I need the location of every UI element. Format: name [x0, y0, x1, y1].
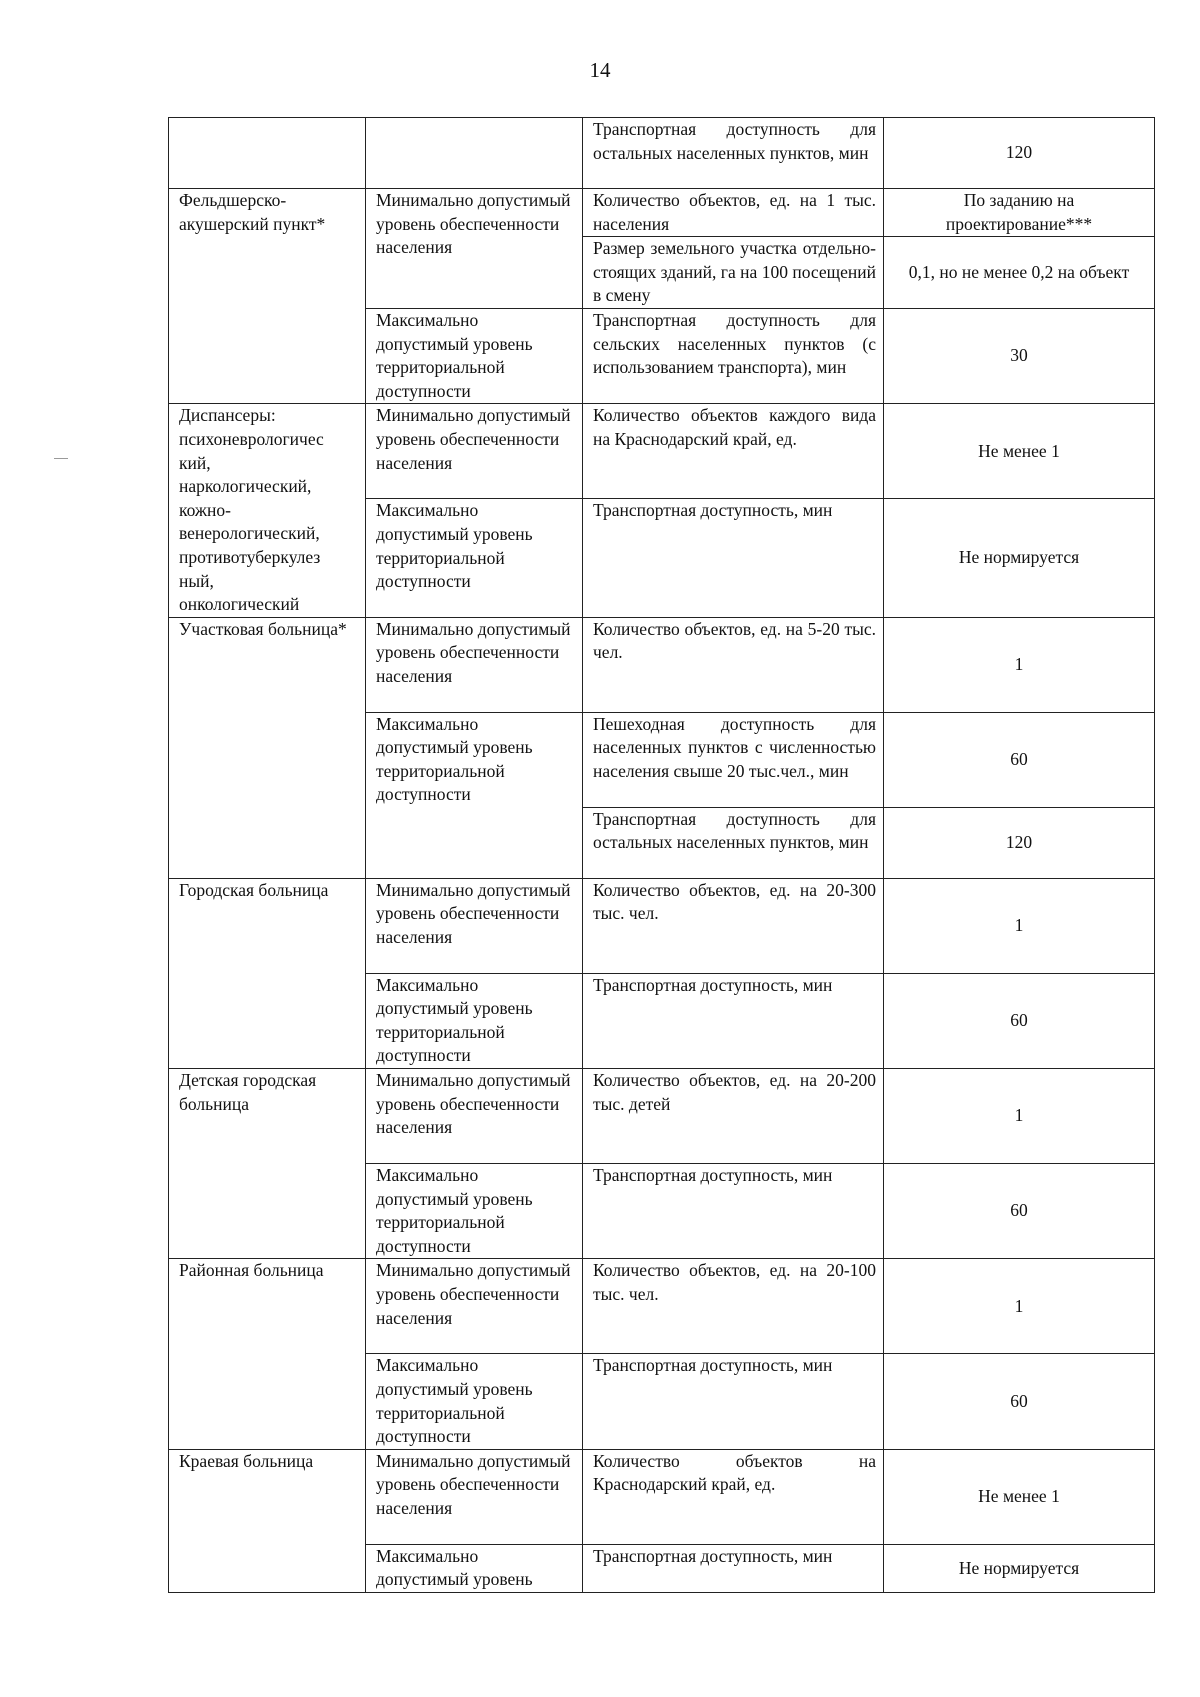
parameter-cell: Количество объектов, ед. на 1 тыс. населения [583, 189, 884, 237]
value-cell: Не менее 1 [884, 404, 1155, 499]
value-cell: 0,1, но не менее 0,2 на объект [884, 237, 1155, 309]
facility-cell: Участковая больница* [169, 617, 366, 878]
indicator-cell: Максимально допустимый уровень территориальной доступности [366, 973, 583, 1068]
norms-table [168, 117, 1155, 1593]
parameter-cell: Количество объектов, ед. на 5-20 тыс. чел. [583, 617, 884, 712]
indicator-cell: Минимально допустимый уровень обеспеченности населения [366, 189, 583, 309]
table-row [169, 878, 1155, 973]
value-cell: Не нормируется [884, 1544, 1155, 1592]
indicator-cell: Минимально допустимый уровень обеспеченности населения [366, 617, 583, 712]
indicator-cell: Максимально допустимый уровень территориальной доступности [366, 308, 583, 403]
parameter-cell: Транспортная доступность, мин [583, 1544, 884, 1592]
value-cell: 60 [884, 712, 1155, 807]
indicator-cell: Максимально допустимый уровень территориальной доступности [366, 1164, 583, 1259]
value-cell: 1 [884, 1069, 1155, 1164]
indicator-cell: Максимально допустимый уровень [366, 1544, 583, 1592]
parameter-cell: Транспортная доступность для сельских населенных пунктов (с использованием транспорта), мин [583, 308, 884, 403]
parameter-cell: Транспортная доступность, мин [583, 1164, 884, 1259]
value-cell: 120 [884, 118, 1155, 189]
indicator-cell: Максимально допустимый уровень территориальной доступности [366, 499, 583, 617]
value-cell: 120 [884, 807, 1155, 878]
scan-mark [54, 458, 68, 459]
parameter-cell: Количество объектов, ед. на 20-300 тыс. чел. [583, 878, 884, 973]
value-cell: Не нормируется [884, 499, 1155, 617]
value-cell: 60 [884, 1164, 1155, 1259]
parameter-cell: Транспортная доступность, мин [583, 1354, 884, 1449]
table-row [169, 617, 1155, 712]
parameter-cell: Транспортная доступность, мин [583, 973, 884, 1068]
parameter-cell: Количество объектов, ед. на 20-100 тыс. чел. [583, 1259, 884, 1354]
parameter-cell: Транспортная доступность для остальных населенных пунктов, мин [583, 807, 884, 878]
indicator-cell: Минимально допустимый уровень обеспеченности населения [366, 1069, 583, 1164]
facility-cell: Детская городская больница [169, 1069, 366, 1259]
parameter-cell: Пешеходная доступность для населенных пунктов с численностью населения свыше 20 тыс.чел., мин [583, 712, 884, 807]
facility-cell: Фельдшерско-акушерский пункт* [169, 189, 366, 404]
value-cell: 60 [884, 1354, 1155, 1449]
parameter-cell: Количество объектов, ед. на 20-200 тыс. детей [583, 1069, 884, 1164]
indicator-cell: Максимально допустимый уровень территориальной доступности [366, 712, 583, 878]
indicator-cell [366, 118, 583, 189]
facility-cell: Диспансеры: психоневрологичес кий, наркологический, кожно- венерологический, противотуберкулез ный, онкологический [169, 404, 366, 617]
facility-cell [169, 118, 366, 189]
facility-cell: Районная больница [169, 1259, 366, 1449]
value-cell: 1 [884, 617, 1155, 712]
parameter-cell: Количество объектов на Краснодарский край, ед. [583, 1449, 884, 1544]
value-cell: 60 [884, 973, 1155, 1068]
table-row [169, 118, 1155, 189]
value-cell: 1 [884, 1259, 1155, 1354]
facility-cell: Городская больница [169, 878, 366, 1068]
parameter-cell: Размер земельного участка отдельно-стоящих зданий, га на 100 посещений в смену [583, 237, 884, 309]
table-row [169, 1259, 1155, 1354]
indicator-cell: Минимально допустимый уровень обеспеченности населения [366, 404, 583, 499]
parameter-cell: Транспортная доступность, мин [583, 499, 884, 617]
value-cell: 30 [884, 308, 1155, 403]
parameter-cell: Транспортная доступность для остальных населенных пунктов, мин [583, 118, 884, 189]
facility-cell: Краевая больница [169, 1449, 366, 1592]
value-cell: По заданию на проектирование*** [884, 189, 1155, 237]
table-row [169, 1449, 1155, 1544]
parameter-cell: Количество объектов каждого вида на Краснодарский край, ед. [583, 404, 884, 499]
value-cell: Не менее 1 [884, 1449, 1155, 1544]
indicator-cell: Минимально допустимый уровень обеспеченности населения [366, 1259, 583, 1354]
table-row [169, 1069, 1155, 1164]
value-cell: 1 [884, 878, 1155, 973]
table-row [169, 404, 1155, 499]
indicator-cell: Минимально допустимый уровень обеспеченности населения [366, 1449, 583, 1544]
page-number: 14 [589, 58, 611, 82]
indicator-cell: Максимально допустимый уровень территориальной доступности [366, 1354, 583, 1449]
indicator-cell: Минимально допустимый уровень обеспеченности населения [366, 878, 583, 973]
table-row [169, 189, 1155, 237]
